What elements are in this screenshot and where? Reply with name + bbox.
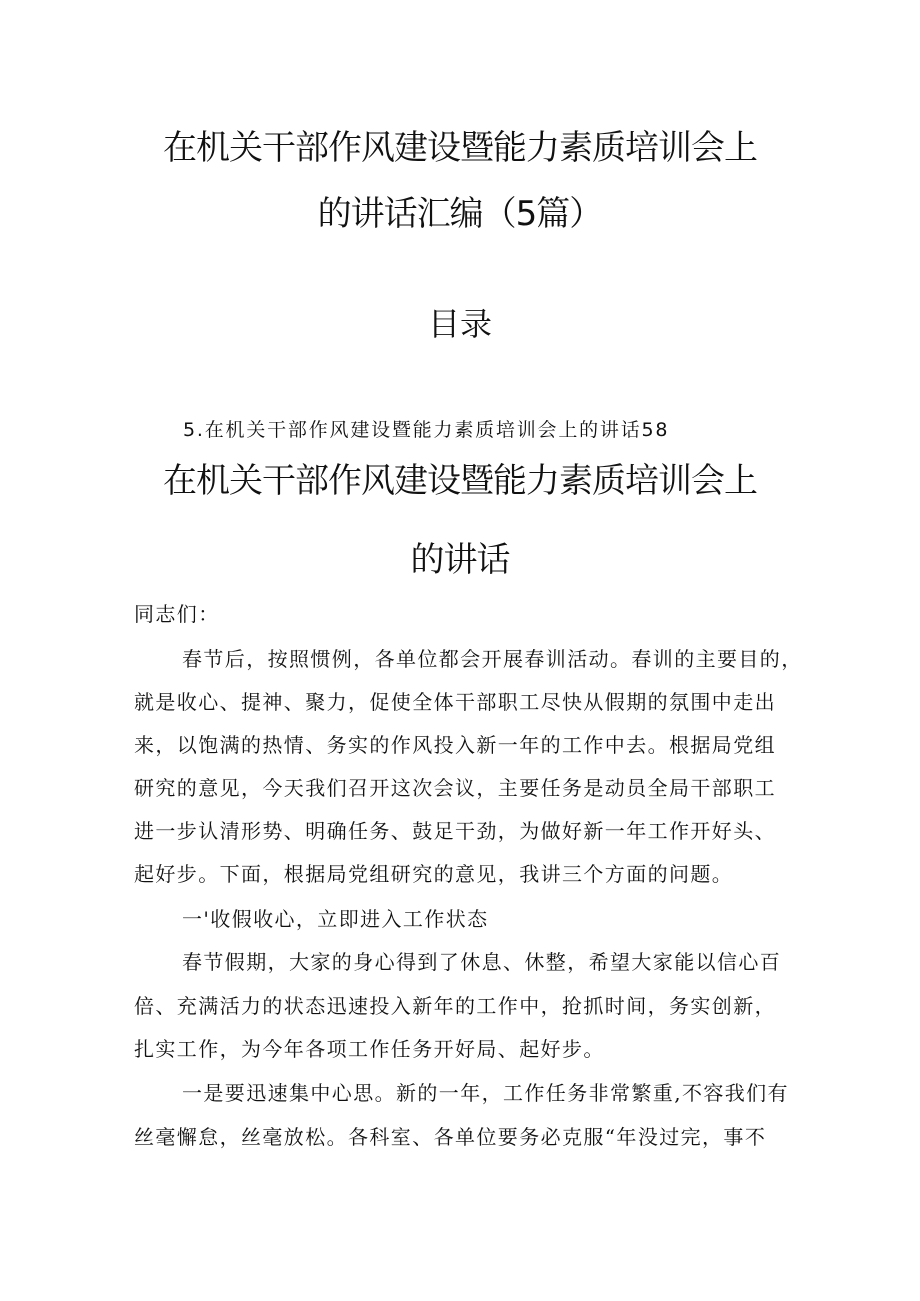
speech-title-line-2: 的讲话 [410,540,510,580]
speech-title-line-1: 在机关干部作风建设暨能力素质培训会上 [163,461,757,501]
toc-heading: 目录 [427,305,492,343]
paragraph-line: 一是要迅速集中心思。新的一年，工作任务非常繁重,不容我们有 [182,1081,789,1105]
paragraph-line: 丝毫懈怠，丝毫放松。各科室、各单位要务必克服“年没过完，事不 [134,1125,767,1149]
toc-entry[interactable]: 5.在机关干部作风建设暨能力素质培训会上的讲话58 [183,419,670,441]
paragraph-line: 倍、充满活力的状态迅速投入新年的工作中，抢抓时间，务实创新， [134,994,776,1018]
paragraph-line: 扎实工作，为今年各项工作任务开好局、起好步。 [134,1037,605,1061]
salutation: 同志们： [134,602,220,626]
document-title-line-1: 在机关干部作风建设暨能力素质培训会上 [163,128,757,168]
paragraph-line: 起好步。下面，根据局党组研究的意见，我讲三个方面的问题。 [134,862,734,886]
paragraph-line: 进一步认清形势、明确任务、鼓足干劲，为做好新一年工作开好头、 [134,819,776,843]
section-heading: 一'收假收心，立即进入工作状态 [182,907,489,931]
document-title-line-2: 的讲话汇编（5篇） [317,194,603,234]
paragraph-line: 研究的意见，今天我们召开这次会议，主要任务是动员全局干部职工 [134,776,776,800]
paragraph-line: 春节后，按照惯例，各单位都会开展春训活动。春训的主要目的， [182,647,803,671]
paragraph-line: 来，以饱满的热情、务实的作风投入新一年的工作中去。根据局党组 [134,733,776,757]
paragraph-line: 就是收心、提神、聚力，促使全体干部职工尽快从假期的氛围中走出 [134,690,776,714]
paragraph-line: 春节假期，大家的身心得到了休息、休整，希望大家能以信心百 [182,950,782,974]
